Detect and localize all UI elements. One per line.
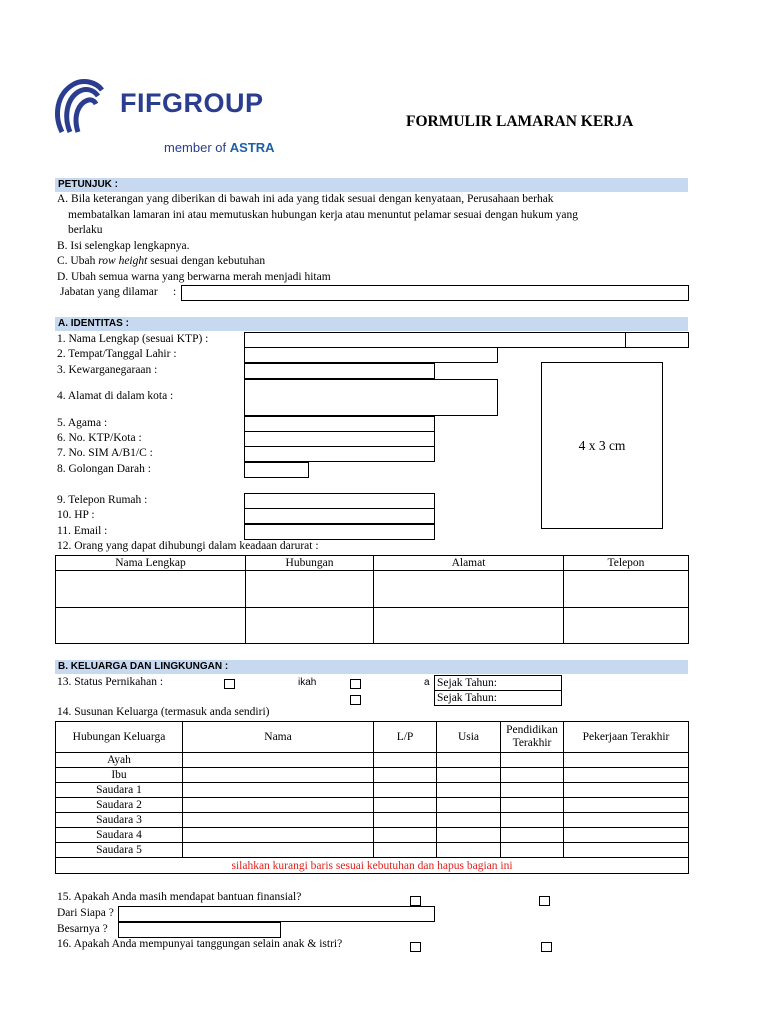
- family-cell[interactable]: [183, 798, 374, 813]
- label-email: 11. Email :: [57, 525, 108, 537]
- ktp-input[interactable]: [244, 431, 435, 447]
- bantuan-checkbox-tidak[interactable]: [539, 896, 550, 906]
- emergency-cell[interactable]: [564, 571, 689, 608]
- label-ttl: 2. Tempat/Tanggal Lahir :: [57, 348, 177, 360]
- family-cell[interactable]: [183, 828, 374, 843]
- label-dari-siapa: Dari Siapa ?: [57, 907, 114, 919]
- family-cell[interactable]: [437, 843, 501, 858]
- nama-input[interactable]: [244, 332, 626, 348]
- status-checkbox-1[interactable]: [224, 679, 235, 689]
- family-cell[interactable]: [564, 783, 689, 798]
- emergency-cell[interactable]: [246, 571, 374, 608]
- family-row-label: Saudara 2: [56, 798, 183, 813]
- family-cell[interactable]: [501, 813, 564, 828]
- label-agama: 5. Agama :: [57, 417, 108, 429]
- family-cell[interactable]: [374, 768, 437, 783]
- label-telepon-rumah: 9. Telepon Rumah :: [57, 494, 148, 506]
- emergency-contact-table: [55, 555, 689, 644]
- family-row-label: Saudara 1: [56, 783, 183, 798]
- line-c-pre: C. Ubah: [57, 255, 99, 267]
- fif-logo-icon: [52, 76, 106, 138]
- family-header-hubungan: Hubungan Keluarga: [56, 722, 183, 753]
- nama-input-extra[interactable]: [625, 332, 689, 348]
- line-c-post: sesuai dengan kebutuhan: [147, 255, 266, 267]
- family-header-pekerjaan: Pekerjaan Terakhir: [564, 722, 689, 753]
- photo-size-label: 4 x 3 cm: [578, 437, 626, 453]
- alamat-input[interactable]: [244, 379, 498, 416]
- family-cell[interactable]: [564, 753, 689, 768]
- sejak-tahun-2-label: Sejak Tahun:: [437, 692, 497, 704]
- petunjuk-line-a3: berlaku: [68, 224, 103, 236]
- emergency-cell[interactable]: [56, 608, 246, 644]
- status-checkbox-2[interactable]: [350, 679, 361, 689]
- family-row-label: Ibu: [56, 768, 183, 783]
- emergency-header-hubungan: Hubungan: [246, 556, 374, 571]
- label-sim: 7. No. SIM A/B1/C :: [57, 447, 153, 459]
- family-note: silahkan kurangi baris sesuai kebutuhan dan hapus bagian ini: [56, 858, 689, 874]
- family-header-nama: Nama: [183, 722, 374, 753]
- petunjuk-line-c: [57, 255, 265, 267]
- member-of-label: [164, 140, 275, 155]
- form-title: FORMULIR LAMARAN KERJA: [406, 113, 634, 130]
- tanggungan-checkbox-tidak[interactable]: [541, 942, 552, 952]
- family-cell[interactable]: [183, 813, 374, 828]
- petunjuk-line-a1: A. Bila keterangan yang diberikan di bawah ini ada yang tidak sesuai dengan kenyataan, Perusahaan berhak: [57, 193, 554, 205]
- family-cell[interactable]: [437, 813, 501, 828]
- family-cell[interactable]: [374, 828, 437, 843]
- label-kewarganegaraan: 3. Kewarganegaraan :: [57, 364, 158, 376]
- label-darurat: 12. Orang yang dapat dihubungi dalam keadaan darurat :: [57, 540, 319, 552]
- status-checkbox-3[interactable]: [350, 695, 361, 705]
- family-cell[interactable]: [501, 753, 564, 768]
- family-cell[interactable]: [501, 828, 564, 843]
- agama-input[interactable]: [244, 416, 435, 432]
- label-hp: 10. HP :: [57, 509, 95, 521]
- sejak-tahun-1[interactable]: [434, 675, 562, 691]
- family-cell[interactable]: [374, 783, 437, 798]
- family-cell[interactable]: [374, 753, 437, 768]
- company-logo: [52, 74, 292, 156]
- sejak-tahun-1-label: Sejak Tahun:: [437, 677, 497, 689]
- besarnya-input[interactable]: [118, 922, 281, 938]
- family-cell[interactable]: [183, 843, 374, 858]
- keluarga-heading: B. KELUARGA DAN LINGKUNGAN :: [55, 660, 688, 674]
- identitas-heading: A. IDENTITAS :: [55, 317, 688, 331]
- sejak-tahun-2[interactable]: [434, 690, 562, 706]
- hp-input[interactable]: [244, 508, 435, 524]
- emergency-header-alamat: Alamat: [374, 556, 564, 571]
- ttl-input[interactable]: [244, 347, 498, 363]
- label-ktp: 6. No. KTP/Kota :: [57, 432, 142, 444]
- family-cell[interactable]: [564, 828, 689, 843]
- label-golongan-darah: 8. Golongan Darah :: [57, 463, 151, 475]
- family-cell[interactable]: [501, 783, 564, 798]
- kewarganegaraan-input[interactable]: [244, 363, 435, 379]
- golongan-darah-input[interactable]: [244, 462, 309, 478]
- family-cell[interactable]: [437, 768, 501, 783]
- family-header-pendidikan: Pendidikan Terakhir: [501, 722, 564, 753]
- family-cell[interactable]: [564, 768, 689, 783]
- family-cell[interactable]: [374, 798, 437, 813]
- family-table: [55, 721, 689, 874]
- family-cell[interactable]: [501, 798, 564, 813]
- emergency-cell[interactable]: [374, 608, 564, 644]
- member-prefix: member of: [164, 140, 227, 155]
- family-row-label: Ayah: [56, 753, 183, 768]
- family-row-label: Saudara 3: [56, 813, 183, 828]
- label-besarnya: Besarnya ?: [57, 923, 108, 935]
- label-nama: 1. Nama Lengkap (sesuai KTP) :: [57, 333, 209, 345]
- label-alamat: 4. Alamat di dalam kota :: [57, 390, 174, 402]
- tanggungan-checkbox-ya[interactable]: [410, 942, 421, 952]
- family-cell[interactable]: [374, 843, 437, 858]
- family-cell[interactable]: [374, 813, 437, 828]
- emergency-cell[interactable]: [56, 571, 246, 608]
- emergency-cell[interactable]: [246, 608, 374, 644]
- family-cell[interactable]: [183, 768, 374, 783]
- label-susunan-keluarga: 14. Susunan Keluarga (termasuk anda sendiri): [57, 706, 270, 718]
- label-status-pernikahan: 13. Status Pernikahan :: [57, 676, 164, 688]
- dari-siapa-input[interactable]: [118, 906, 435, 922]
- family-cell[interactable]: [437, 783, 501, 798]
- family-cell[interactable]: [564, 843, 689, 858]
- family-cell[interactable]: [437, 828, 501, 843]
- family-cell[interactable]: [437, 798, 501, 813]
- emergency-header-telepon: Telepon: [564, 556, 689, 571]
- nikah-partial-text: ikah: [298, 677, 317, 688]
- logo-text: FIFGROUP: [120, 88, 264, 118]
- label-tanggungan: 16. Apakah Anda mempunyai tanggungan selain anak & istri?: [57, 938, 343, 950]
- family-cell[interactable]: [183, 783, 374, 798]
- family-cell[interactable]: [437, 753, 501, 768]
- jabatan-label: Jabatan yang dilamar: [60, 286, 158, 298]
- sim-input[interactable]: [244, 446, 435, 462]
- petunjuk-line-a2: membatalkan lamaran ini atau memutuskan hubungan kerja atau menuntut pelamar sesuai dengan hukum yang: [68, 209, 578, 221]
- family-row-label: Saudara 4: [56, 828, 183, 843]
- line-c-em: row height: [98, 255, 148, 267]
- jabatan-colon: :: [173, 286, 177, 298]
- family-header-lp: L/P: [374, 722, 437, 753]
- family-cell[interactable]: [501, 843, 564, 858]
- emergency-cell[interactable]: [564, 608, 689, 644]
- email-input[interactable]: [244, 524, 435, 540]
- family-header-usia: Usia: [437, 722, 501, 753]
- family-cell[interactable]: [564, 798, 689, 813]
- photo-box: [541, 362, 663, 529]
- petunjuk-line-b: B. Isi selengkap lengkapnya.: [57, 240, 190, 252]
- telepon-rumah-input[interactable]: [244, 493, 435, 509]
- emergency-header-nama: Nama Lengkap: [56, 556, 246, 571]
- bantuan-checkbox-ya[interactable]: [410, 896, 421, 906]
- family-cell[interactable]: [564, 813, 689, 828]
- jabatan-input[interactable]: [181, 285, 689, 301]
- petunjuk-line-d: D. Ubah semua warna yang berwarna merah menjadi hitam: [57, 271, 331, 283]
- petunjuk-heading: PETUNJUK :: [55, 178, 688, 192]
- emergency-cell[interactable]: [374, 571, 564, 608]
- family-cell[interactable]: [183, 753, 374, 768]
- a-partial-text: a: [424, 677, 430, 688]
- astra-brand: ASTRA: [229, 140, 275, 155]
- family-cell[interactable]: [501, 768, 564, 783]
- label-bantuan-finansial: 15. Apakah Anda masih mendapat bantuan finansial?: [57, 891, 302, 903]
- family-row-label: Saudara 5: [56, 843, 183, 858]
